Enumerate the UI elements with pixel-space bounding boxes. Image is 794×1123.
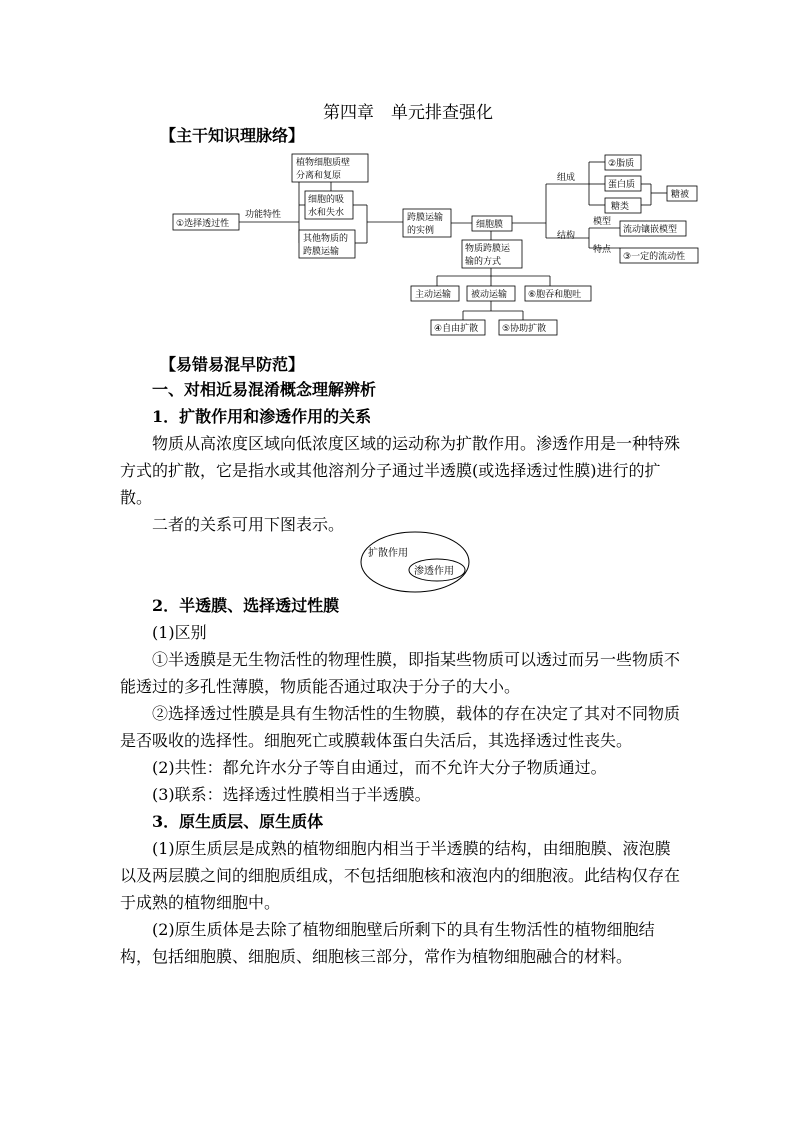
- section-heading-knowledge-map: 【主干知识理脉络】: [160, 126, 305, 145]
- label-function-feature: 功能特性: [245, 210, 282, 220]
- subheading-difference: (1)区别: [152, 623, 207, 642]
- label-structure: 结构: [557, 231, 576, 241]
- node-transport-examples-line2: 的实例: [407, 226, 435, 236]
- node-plasmolysis-line1: 植物细胞质壁: [296, 158, 351, 168]
- paragraph-semipermeable: ①半透膜是无生物活性的物理性膜，即指某些物质可以透过而另一些物质不能透过的多孔性薄膜，物质能否通过取决于分子的大小。: [120, 650, 681, 696]
- document-body: [120, 376, 680, 538]
- paragraph-connection: (3)联系：选择透过性膜相当于半透膜。: [152, 785, 431, 804]
- node-transport-mode-line1: 物质跨膜运: [465, 244, 511, 254]
- concept-map: [165, 148, 705, 343]
- node-plasmolysis-line2: 分离和复原: [296, 171, 342, 181]
- label-feature: 特点: [593, 245, 612, 255]
- label-model: 模型: [593, 217, 612, 227]
- node-free-diffusion: ④自由扩散: [434, 324, 479, 334]
- node-carbohydrate: 糖类: [611, 202, 630, 212]
- node-other-transport-line2: 跨膜运输: [303, 247, 340, 257]
- heading-diffusion-osmosis: 1．扩散作用和渗透作用的关系: [152, 407, 372, 426]
- heading-protoplasm: 3．原生质层、原生质体: [152, 812, 324, 831]
- paragraph-protoplast: (2)原生质体是去除了植物细胞壁后所剩下的具有生物活性的植物细胞结构，包括细胞膜、细胞质、细胞核三部分，常作为植物细胞融合的材料。: [120, 920, 655, 966]
- node-selective-permeability: ①选择透过性: [176, 219, 230, 229]
- section-heading-pitfalls: 【易错易混早防范】: [160, 355, 305, 374]
- node-other-transport-line1: 其他物质的: [303, 234, 349, 244]
- part-heading: 一、对相近易混淆概念理解辨析: [152, 380, 377, 399]
- node-endocytosis-exocytosis: ⑥胞吞和胞吐: [528, 290, 582, 300]
- node-protein: 蛋白质: [608, 180, 636, 190]
- document-body-continued: [120, 592, 680, 970]
- node-cell-membrane: 细胞膜: [476, 220, 504, 230]
- venn-inner-label: 渗透作用: [414, 566, 454, 577]
- node-water-uptake-line1: 细胞的吸: [308, 195, 345, 205]
- heading-membranes: 2．半透膜、选择透过性膜: [152, 596, 340, 615]
- venn-outer-label: 扩散作用: [368, 548, 408, 559]
- venn-diagram: [360, 530, 475, 594]
- paragraph-commonality: (2)共性：都允许水分子等自由通过，而不允许大分子物质通过。: [152, 758, 607, 777]
- node-facilitated-diffusion: ⑤协助扩散: [502, 324, 547, 334]
- node-glycocalyx: 糖被: [671, 190, 690, 200]
- node-transport-examples-line1: 跨膜运输: [407, 213, 444, 223]
- paragraph-protoplasmic-layer: (1)原生质层是成熟的植物细胞内相当于半透膜的结构，由细胞膜、液泡膜以及两层膜之间的细胞质组成，不包括细胞核和液泡内的细胞液。此结构仅存在于成熟的植物细胞中。: [120, 839, 681, 912]
- node-fluidity: ③一定的流动性: [623, 252, 686, 262]
- node-transport-mode-line2: 输的方式: [465, 257, 502, 267]
- node-fluid-mosaic-model: 流动镶嵌模型: [623, 225, 678, 235]
- node-active-transport: 主动运输: [415, 290, 452, 300]
- node-lipid: ②脂质: [608, 159, 635, 169]
- node-water-uptake-line2: 水和失水: [308, 208, 345, 218]
- paragraph-relation: 二者的关系可用下图表示。: [152, 515, 345, 534]
- paragraph-selective: ②选择透过性膜是具有生物活性的生物膜，载体的存在决定了其对不同物质是否吸收的选择性。细胞死亡或膜载体蛋白失活后，其选择透过性丧失。: [120, 704, 681, 750]
- page-title: 第四章 单元排查强化: [323, 103, 493, 123]
- label-composition: 组成: [557, 173, 576, 183]
- node-passive-transport: 被动运输: [471, 290, 508, 300]
- paragraph-diffusion: 物质从高浓度区域向低浓度区域的运动称为扩散作用。渗透作用是一种特殊方式的扩散，它是指水或其他溶剂分子通过半透膜(或选择透过性膜)进行的扩散。: [120, 434, 681, 507]
